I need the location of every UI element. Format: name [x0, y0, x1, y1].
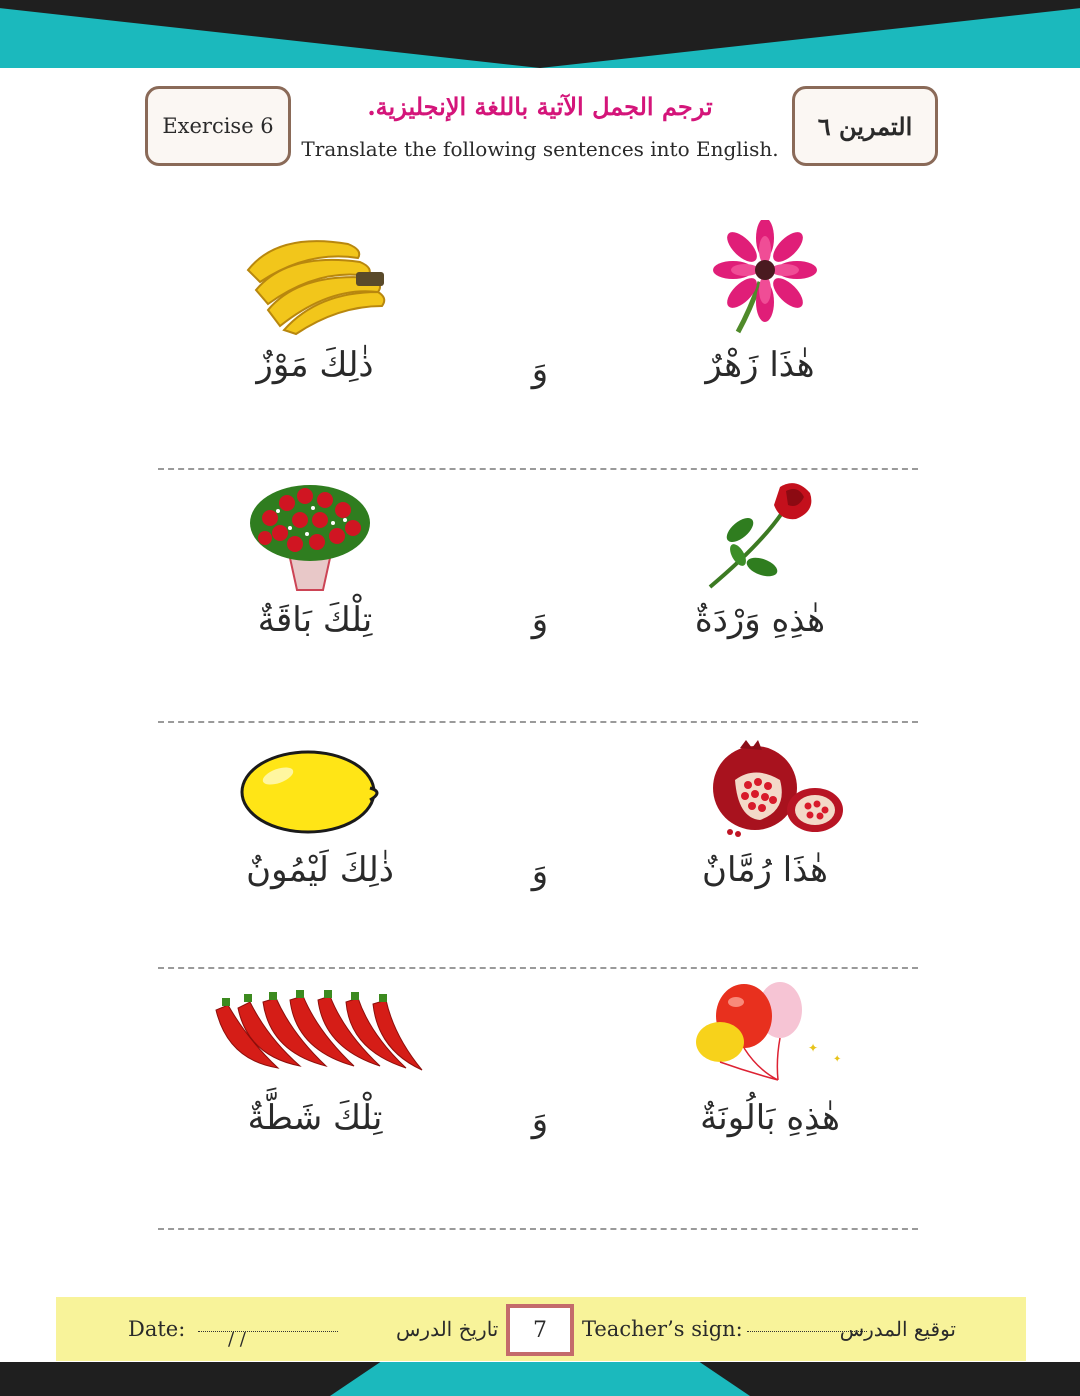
- pomegranate-icon: [700, 740, 850, 840]
- banana-bunch-icon: [238, 222, 388, 337]
- row3-conjunction: وَ: [531, 852, 549, 892]
- answer-line: [158, 468, 918, 470]
- row3-left-phrase: ذٰلِكَ لَيْمُونٌ: [246, 850, 394, 890]
- date-label: Date:: [128, 1317, 186, 1341]
- answer-line: [158, 967, 918, 969]
- answer-line: [158, 721, 918, 723]
- date-label-ar: تاريخ الدرس: [396, 1317, 499, 1341]
- row1-left-phrase: ذٰلِكَ مَوْزٌ: [256, 345, 374, 385]
- balloons-icon: [688, 980, 853, 1090]
- svg-text:✦: ✦: [833, 1054, 842, 1065]
- row4-left-phrase: تِلْكَ شَطَّةٌ: [247, 1098, 383, 1138]
- row1-right-phrase: هٰذَا زَهْرٌ: [705, 345, 815, 385]
- red-rose-icon: [700, 475, 820, 590]
- teacher-sign-field: [582, 1317, 867, 1341]
- teacher-sign-label-ar: توقيع المدرس: [839, 1317, 956, 1341]
- row3-right-phrase: هٰذَا رُمَّانٌ: [702, 850, 828, 890]
- row4-conjunction: وَ: [531, 1100, 549, 1140]
- lemon-icon: [238, 748, 388, 836]
- row2-right-phrase: هٰذِهِ وَرْدَةٌ: [694, 600, 826, 640]
- page-number: 7: [506, 1304, 574, 1356]
- answer-line: [158, 1228, 918, 1230]
- row1-conjunction: وَ: [531, 350, 549, 390]
- instruction-ar: ترجم الجمل الآتية باللغة الإنجليزية.: [367, 92, 713, 121]
- instruction-en: Translate the following sentences into English.: [301, 137, 779, 161]
- top-banner: [0, 0, 1080, 68]
- exercise-label-en: Exercise 6: [145, 86, 291, 166]
- svg-text:✦: ✦: [808, 1041, 819, 1055]
- date-field: [128, 1317, 338, 1350]
- date-line: [198, 1329, 338, 1350]
- row2-left-phrase: تِلْكَ بَاقَةٌ: [257, 600, 373, 640]
- row2-conjunction: وَ: [531, 600, 549, 640]
- rose-bouquet-icon: [245, 478, 375, 593]
- exercise-label-ar: التمرين ٦: [792, 86, 938, 166]
- pink-flower-icon: [690, 220, 840, 335]
- row4-right-phrase: هٰذِهِ بَالُونَةٌ: [700, 1098, 840, 1138]
- red-chili-icon: [208, 990, 426, 1075]
- bottom-banner: [0, 1362, 1080, 1396]
- teacher-sign-label: Teacher’s sign:: [582, 1317, 743, 1341]
- date-slashes: / /: [228, 1329, 246, 1350]
